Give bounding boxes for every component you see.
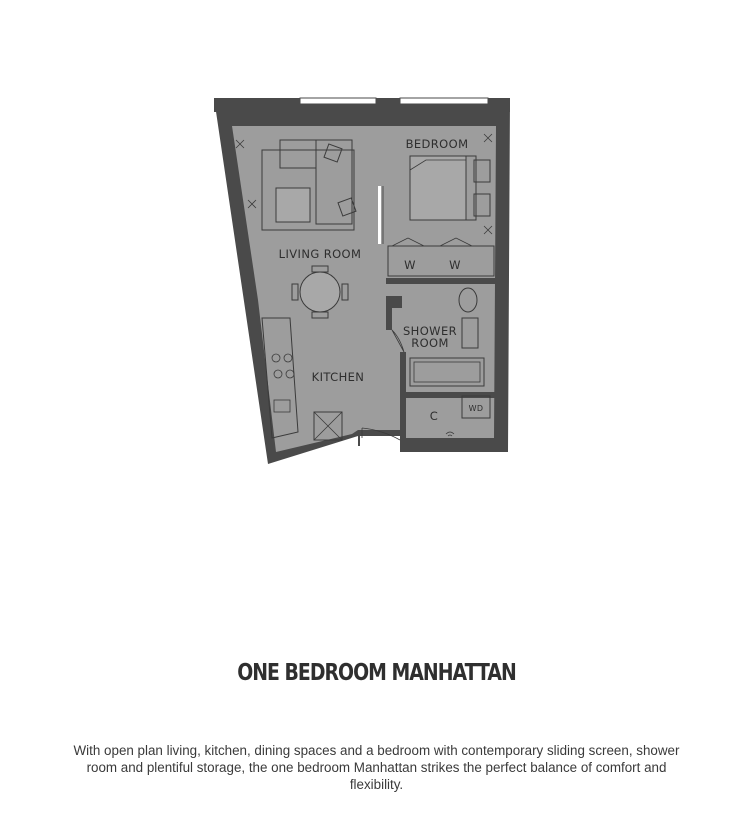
window-top-right — [400, 98, 488, 104]
label-wardrobe-1: W — [404, 258, 416, 272]
label-shower-room-line2: ROOM — [411, 336, 449, 350]
label-living-room: LIVING ROOM — [278, 247, 362, 261]
sliding-screen — [378, 186, 381, 244]
label-shower-room-line1: SHOWER — [402, 324, 458, 338]
bedroom-south-wall — [386, 278, 496, 284]
window-corner-left — [214, 98, 298, 112]
label-wardrobe-2: W — [449, 258, 461, 272]
bed — [410, 156, 466, 220]
dining-table — [300, 272, 340, 312]
cupboard-west-wall — [400, 392, 406, 446]
label-bedroom: BEDROOM — [405, 137, 469, 151]
label-kitchen: KITCHEN — [311, 370, 365, 384]
window-pier — [376, 98, 400, 126]
window-corner-right — [488, 98, 510, 112]
entrance-opening — [360, 436, 400, 450]
description-text: With open plan living, kitchen, dining spaces and a bedroom with contemporary sliding screen, shower room and plentiful storage, the one bedroom Manhattan strikes the perfect balance of comfort and flexibility. — [73, 743, 680, 792]
page-title: ONE BEDROOM MANHATTAN — [237, 660, 516, 686]
window-top-left — [300, 98, 376, 104]
label-washer-dryer: WD — [468, 404, 484, 413]
bath-riser — [386, 296, 402, 308]
coffee-table — [276, 188, 310, 222]
label-cupboard: C — [429, 409, 439, 423]
cupboard-north-wall — [400, 392, 496, 398]
